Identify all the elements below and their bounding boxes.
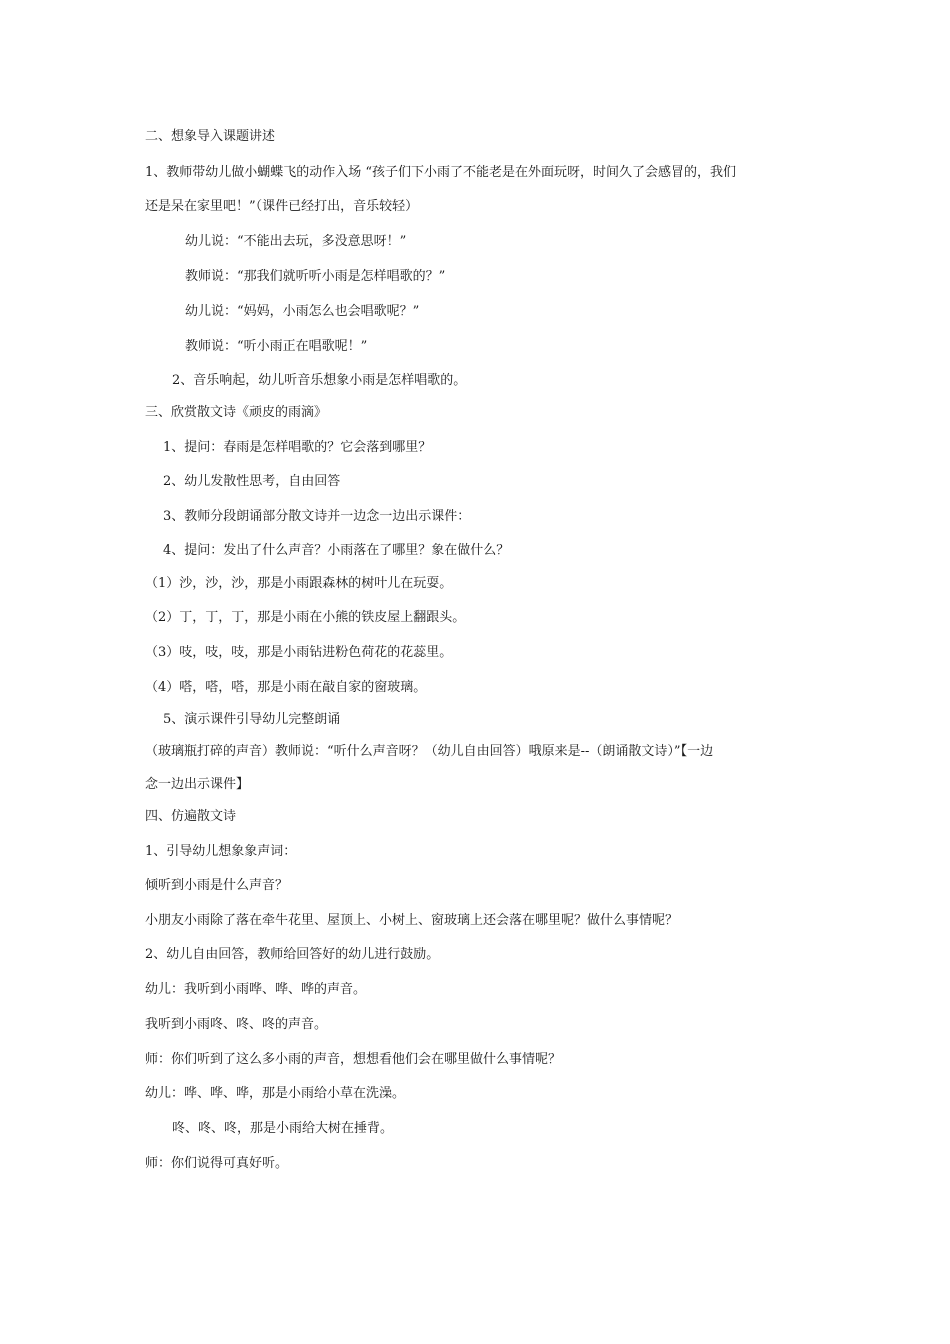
list-item: 1、引导幼儿想象象声词：	[145, 844, 297, 859]
list-item: （1）沙，沙，沙，那是小雨跟森林的树叶儿在玩耍。	[145, 576, 453, 591]
list-item: （4）嗒，嗒，嗒，那是小雨在敲自家的窗玻璃。	[145, 680, 427, 695]
paragraph-line: 倾听到小雨是什么声音？	[145, 878, 289, 893]
heading-section-3: 三、欣赏散文诗《顽皮的雨滴》	[145, 405, 328, 420]
list-item: 2、幼儿自由回答，教师给回答好的幼儿进行鼓励。	[145, 947, 440, 962]
paragraph-line: 小朋友小雨除了落在牵牛花里、屋顶上、小树上、窗玻璃上还会落在哪里呢？做什么事情呢？	[145, 913, 679, 928]
dialogue-line: 我听到小雨咚、咚、咚的声音。	[145, 1017, 328, 1032]
paragraph-line: （玻璃瓶打碎的声音）教师说：“听什么声音呀？（幼儿自由回答）哦原来是--（朗诵散文诗）”【一边	[145, 744, 714, 759]
dialogue-line: 师：你们听到了这么多小雨的声音，想想看他们会在哪里做什么事情呢？	[145, 1052, 562, 1067]
paragraph-line: 1、教师带幼儿做小蝴蝶飞的动作入场 “孩子们下小雨了不能老是在外面玩呀，时间久了会感冒的，我们	[145, 165, 737, 180]
paragraph-line: 念一边出示课件】	[145, 777, 250, 792]
dialogue-line: 幼儿：哗、哗、哗，那是小雨给小草在洗澡。	[145, 1086, 406, 1101]
list-item: 2、幼儿发散性思考，自由回答	[163, 474, 341, 489]
heading-section-2: 二、想象导入课题讲述	[145, 129, 276, 144]
dialogue-line: 幼儿说：“妈妈，小雨怎么也会唱歌呢？”	[185, 304, 420, 319]
dialogue-line: 咚、咚、咚，那是小雨给大树在捶背。	[172, 1121, 394, 1136]
list-item: （2）丁，丁，丁，那是小雨在小熊的铁皮屋上翻跟头。	[145, 610, 466, 625]
dialogue-line: 教师说：“听小雨正在唱歌呢！”	[185, 339, 368, 354]
list-item: 4、提问：发出了什么声音？小雨落在了哪里？象在做什么？	[163, 543, 510, 558]
list-item: （3）吱，吱，吱，那是小雨钻进粉色荷花的花蕊里。	[145, 645, 453, 660]
list-item: 3、教师分段朗诵部分散文诗并一边念一边出示课件：	[163, 509, 471, 524]
paragraph-line: 还是呆在家里吧！”（课件已经打出，音乐较轻）	[145, 199, 419, 214]
dialogue-line: 教师说：“那我们就听听小雨是怎样唱歌的？”	[185, 269, 446, 284]
dialogue-line: 幼儿说：“不能出去玩，多没意思呀！”	[185, 234, 407, 249]
dialogue-line: 幼儿：我听到小雨哗、哗、哗的声音。	[145, 982, 367, 997]
dialogue-line: 师：你们说得可真好听。	[145, 1156, 289, 1171]
heading-section-4: 四、仿遍散文诗	[145, 809, 237, 824]
list-item: 5、演示课件引导幼儿完整朗诵	[163, 712, 341, 727]
paragraph-line: 2、音乐响起，幼儿听音乐想象小雨是怎样唱歌的。	[172, 373, 467, 388]
list-item: 1、提问：春雨是怎样唱歌的？它会落到哪里？	[163, 440, 432, 455]
